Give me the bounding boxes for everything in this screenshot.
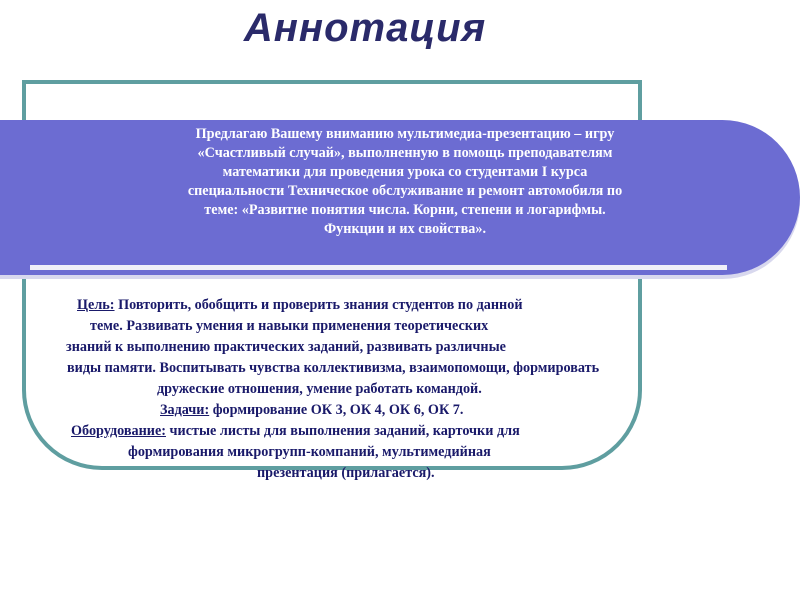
slide-title: Аннотация — [243, 6, 487, 50]
goal-line: дружеские отношения, умение работать командой. — [157, 381, 482, 397]
tasks-label: Задачи: — [160, 402, 210, 418]
goal-line: теме. Развивать умения и навыки применения теоретических — [90, 318, 489, 334]
goal-label: Цель: — [77, 297, 115, 313]
equipment-line: формирования микрогрупп-компаний, мультимедийная — [128, 444, 491, 460]
equipment-text: чистые листы для выполнения заданий, карточки для — [165, 423, 520, 439]
intro-line: специальности Техническое обслуживание и ремонт автомобиля по — [187, 183, 623, 199]
annotation-body — [30, 295, 800, 484]
tasks-line — [30, 400, 800, 421]
goal-line — [30, 295, 800, 316]
intro-text — [90, 125, 720, 239]
equipment-line — [30, 421, 800, 442]
band-divider — [30, 265, 727, 270]
intro-line: Предлагаю Вашему вниманию мультимедиа-презентацию – игру — [195, 126, 615, 142]
goal-text: Повторить, обобщить и проверить знания студентов по данной — [114, 297, 523, 313]
equipment-line: презентация (прилагается). — [257, 465, 435, 481]
intro-line: «Счастливый случай», выполненную в помощь преподавателям — [197, 145, 613, 161]
goal-line: знаний к выполнению практических заданий, развивать различные — [66, 339, 506, 355]
intro-line: математики для проведения урока со студентами I курса — [222, 164, 588, 180]
intro-line: Функции и их свойства». — [323, 221, 487, 237]
goal-line: виды памяти. Воспитывать чувства коллективизма, взаимопомощи, формировать — [67, 360, 600, 376]
tasks-text: формирование ОК 3, ОК 4, ОК 6, ОК 7. — [209, 402, 464, 418]
intro-line: теме: «Развитие понятия числа. Корни, степени и логарифмы. — [204, 202, 606, 218]
equipment-label: Оборудование: — [71, 423, 166, 439]
